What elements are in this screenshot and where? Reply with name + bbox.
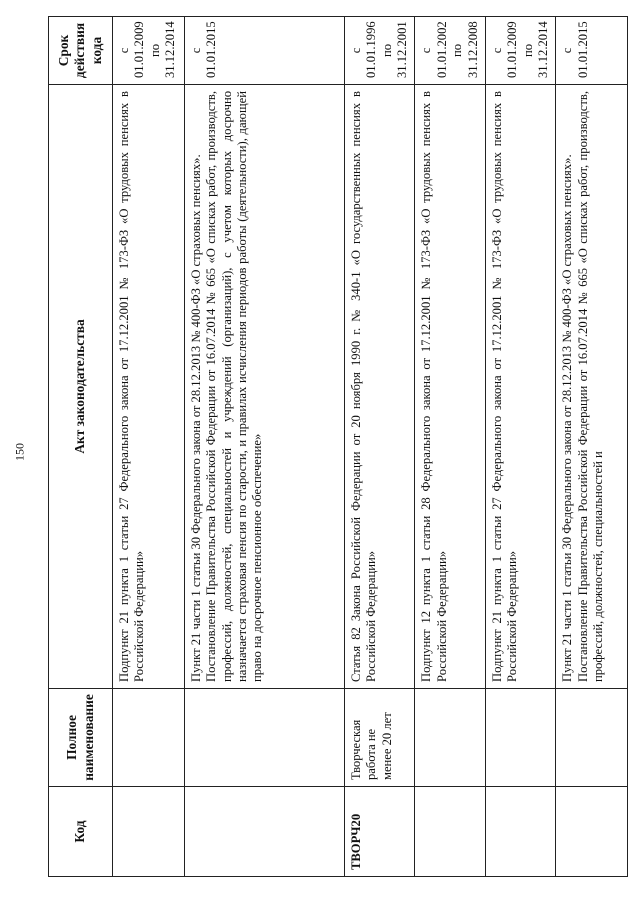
cell-name bbox=[485, 689, 555, 787]
term-line: 01.01.1996 bbox=[364, 21, 379, 78]
table-row bbox=[113, 17, 185, 877]
cell-name bbox=[415, 689, 485, 787]
act-paragraph: Пункт 21 части 1 статьи 30 Федерального закона от 28.12.2013 № 400-ФЗ «О страховых пенсиях». bbox=[560, 154, 575, 682]
act-paragraph: Статья 82 Закона Российской Федерации от 20 ноября 1990 г. № 340-1 «О государственных пенсиях в Российской Федерации» bbox=[349, 91, 379, 682]
rotated-page bbox=[48, 17, 608, 877]
term-line: с bbox=[189, 47, 203, 54]
term-line: с bbox=[349, 47, 363, 54]
cell-act bbox=[185, 85, 345, 689]
term-line: по bbox=[450, 43, 465, 58]
table-row bbox=[415, 17, 485, 877]
table-row bbox=[485, 17, 555, 877]
cell-act bbox=[113, 85, 185, 689]
term-line: по bbox=[147, 43, 162, 58]
term-line: 01.01.2015 bbox=[204, 21, 219, 78]
cell-act bbox=[415, 85, 485, 689]
cell-act bbox=[345, 85, 415, 689]
cell-term bbox=[485, 17, 555, 85]
cell-term bbox=[556, 17, 628, 85]
cell-code bbox=[485, 787, 555, 877]
cell-act bbox=[556, 85, 628, 689]
cell-name bbox=[113, 689, 185, 787]
term-line: с bbox=[489, 47, 504, 54]
cell-code: ТВОРЧ20 bbox=[345, 787, 415, 877]
term-line: 01.01.2009 bbox=[505, 21, 520, 78]
term-line: с bbox=[117, 47, 131, 54]
act-paragraph: Пункт 21 части 1 статьи 30 Федерального закона от 28.12.2013 № 400-ФЗ «О страховых пенсиях». bbox=[189, 154, 203, 682]
header-act: Акт законодательства bbox=[49, 85, 113, 689]
term-line: по bbox=[520, 43, 535, 58]
act-paragraph: Постановление Правительства Российской Федерации от 16.07.2014 № 665 «О списках работ, производств, профессий, должностей, специальностей и учреждений (организаций), с учетом которых досрочно назначается страховая пенсия по старости, и правилах исчисления периодов работы (деятельности), дающей право на досрочное пенсионное обеспечение» bbox=[204, 91, 265, 682]
cell-term bbox=[185, 17, 345, 85]
term-line: с bbox=[560, 47, 575, 54]
term-line: 31.12.2001 bbox=[395, 21, 410, 78]
cell-term bbox=[113, 17, 185, 85]
act-paragraph: Подпункт 12 пункта 1 статьи 28 Федерального закона от 17.12.2001 № 173-ФЗ «О трудовых пенсиях в Российской Федерации» bbox=[419, 91, 449, 682]
table-row bbox=[345, 17, 415, 877]
cell-code bbox=[556, 787, 628, 877]
cell-code bbox=[185, 787, 345, 877]
cell-name: Творческая работа не менее 20 лет bbox=[345, 689, 415, 787]
cell-code bbox=[415, 787, 485, 877]
cell-code bbox=[113, 787, 185, 877]
term-line: 01.01.2002 bbox=[434, 21, 449, 78]
term-line: 31.12.2014 bbox=[535, 21, 550, 78]
term-line: 31.12.2008 bbox=[465, 21, 480, 78]
act-paragraph: Подпункт 21 пункта 1 статьи 27 Федерального закона от 17.12.2001 № 173-ФЗ «О трудовых пенсиях в Российской Федерации» bbox=[489, 91, 520, 682]
header-name: Полное наименование bbox=[49, 689, 113, 787]
term-line: с bbox=[419, 47, 434, 54]
cell-term bbox=[415, 17, 485, 85]
term-line: 01.01.2009 bbox=[132, 21, 147, 78]
cell-term bbox=[345, 17, 415, 85]
cell-name bbox=[185, 689, 345, 787]
codes-table bbox=[48, 16, 628, 877]
header-term: Срок действия кода bbox=[49, 17, 113, 85]
header-code: Код bbox=[49, 787, 113, 877]
act-paragraph: Постановление Правительства Российской Федерации от 16.07.2014 № 665 «О списках работ, производств, профессий, должностей, специальностей и bbox=[575, 91, 606, 682]
term-line: 31.12.2014 bbox=[163, 21, 178, 78]
table-header-row bbox=[49, 17, 113, 877]
act-paragraph: Подпункт 21 пункта 1 статьи 27 Федерального закона от 17.12.2001 № 173-ФЗ «О трудовых пенсиях в Российской Федерации» bbox=[117, 91, 147, 682]
page-number: 150 bbox=[12, 443, 27, 461]
term-line: по bbox=[379, 43, 394, 58]
cell-name bbox=[556, 689, 628, 787]
term-line: 01.01.2015 bbox=[575, 21, 590, 78]
cell-act bbox=[485, 85, 555, 689]
table-row bbox=[556, 17, 628, 877]
table-row bbox=[185, 17, 345, 877]
